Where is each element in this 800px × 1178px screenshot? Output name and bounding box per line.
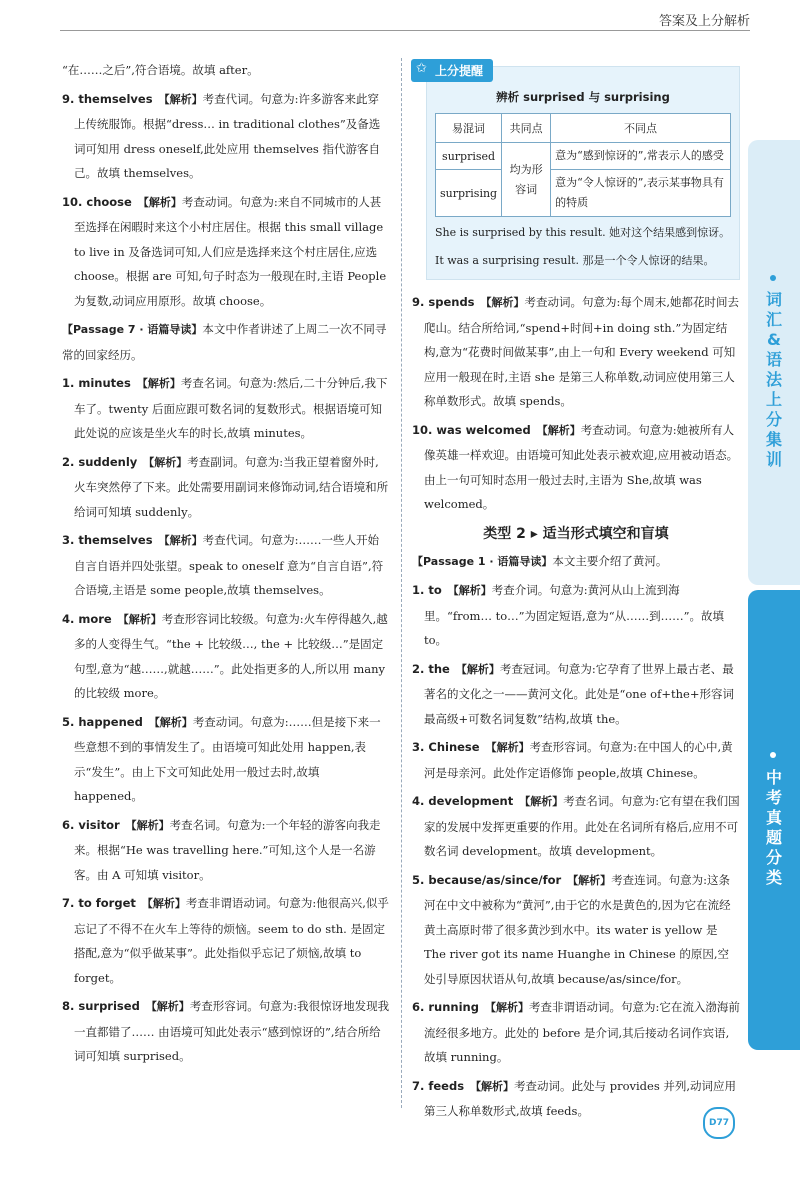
answer-number: 5. because/as/since/for [412, 872, 562, 887]
answer-entry [412, 789, 740, 864]
intro-line: “在……之后”,符合语境。故填 after。 [62, 63, 259, 77]
tip-badge-label: 上分提醒 [435, 64, 484, 78]
analysis-tag: 【解析】 [447, 584, 492, 597]
analysis-text: 考查形容词比较级。句意为:火车停得越久,越多的人变得生气。“the + 比较级…, the + 比较级…”是固定句型,意为“越……,就越……”。此处指更多的人,所以用 many 的比较级 more。 [74, 611, 388, 700]
answer-number: 10. was welcomed [412, 422, 531, 437]
page-number: D77 [703, 1107, 735, 1139]
answer-number: 7. feeds [412, 1078, 465, 1093]
analysis-text: 考查副词。句意为:当我正望着窗外时,火车突然停了下来。此处需要用副词来修饰动词,结合语境和所给词可知填 suddenly。 [74, 454, 389, 519]
answer-number: 8. surprised [62, 999, 140, 1013]
answer-entry [62, 87, 390, 186]
header-title: 答案及上分解析 [658, 14, 750, 29]
tip-table-row [436, 143, 731, 170]
word-cell: surprising [436, 170, 502, 217]
analysis-tag: 【解析】 [567, 873, 612, 887]
side-tab-exam-label: 中考真题分类 [765, 768, 782, 887]
analysis-text: 考查名词。句意为:它有望在我们国家的发展中发挥更重要的作用。此处在名词所有格后,应用不可数名词 development。故填 development。 [424, 794, 740, 858]
answer-number: 10. choose [62, 194, 132, 209]
word-cell: surprised [436, 143, 502, 170]
left-entries-b [62, 371, 390, 1069]
analysis-text: 考查动词。句意为:来自不同城市的人甚至选择在闲暇时来这个小村庄居住。根据 this small village to live in 及备选词可知,人们应是选择来这个村庄居住,应选 choose。根据 are 可知,句子时态为一般现在时,主语 People 为复数,动词应用原形。故填 choose。 [74, 194, 387, 308]
analysis-tag: 【解析】 [480, 296, 525, 309]
right-entries-a [412, 290, 740, 517]
analysis-text: 考查动词。句意为:……但是接下来一些意想不到的事情发生了。由语境可知此处用 happen,表示“发生”。由上下文可知此处用一般过去时,故填 happened。 [74, 714, 381, 803]
tip-table-row [436, 170, 731, 217]
tab-dot [770, 275, 776, 281]
answer-entry [62, 450, 390, 525]
analysis-tag: 【解析】 [136, 377, 181, 390]
star-icon: ✩ [416, 61, 427, 76]
passage-label: 【Passage 7 · 语篇导读】 [62, 323, 203, 336]
answer-entry [412, 657, 740, 732]
answer-number: 3. Chinese [412, 740, 480, 754]
passage-text: 本文主要介绍了黄河。 [552, 553, 668, 568]
header-rule [60, 30, 750, 31]
answer-entry [62, 528, 390, 603]
answer-number: 5. happened [62, 714, 143, 729]
answer-number: 1. minutes [62, 376, 131, 390]
header-cell: 共同点 [502, 114, 551, 143]
analysis-tag: 【解析】 [455, 662, 500, 676]
analysis-text: 考查形容词。句意为:我很惊讶地发现我一直都错了…… 由语境可知此处表示“感到惊讶的”,结合所给词可知填 surprised。 [74, 999, 390, 1063]
answer-entry [62, 710, 390, 809]
diff-cell: 意为“感到惊讶的”,常表示人的感受 [551, 143, 731, 170]
side-tab-vocab-label: 词汇&语法上分集训 [765, 290, 782, 469]
answer-entry [412, 1074, 740, 1124]
analysis-tag: 【解析】 [137, 195, 182, 209]
answer-entry [62, 813, 390, 888]
answer-entry [62, 371, 390, 446]
analysis-text: 考查动词。此处与 provides 并列,动词应用第三人称单数形式,故填 feeds。 [424, 1078, 737, 1118]
analysis-tag: 【解析】 [148, 715, 193, 729]
answer-entry [62, 891, 390, 990]
analysis-text: 考查动词。句意为:每个周末,她都花时间去爬山。结合所给词,“spend+时间+in doing sth.”为固定结构,意为“花费时间做某事”,由上一句和 Every weekend 可知应用一般现在时,主语 she 是第三人称单数,动词应使用第三人称单数形式。故填 spends。 [424, 295, 740, 408]
analysis-tag: 【解析】 [158, 534, 203, 547]
analysis-text: 考查动词。句意为:她被所有人像英雄一样欢迎。由语境可知此处表示被欢迎,应用被动语态。由上一句可知时态用一般过去时,主语为 She,故填 was welcomed。 [424, 422, 739, 511]
analysis-tag: 【解析】 [536, 423, 581, 437]
answer-number: 7. to forget [62, 896, 136, 910]
answer-entry [412, 578, 740, 653]
analysis-tag: 【解析】 [484, 1001, 529, 1014]
analysis-tag: 【解析】 [145, 1000, 190, 1013]
right-column [412, 58, 740, 1128]
answer-number: 9. themselves [62, 91, 153, 106]
tip-title: 辨析 surprised 与 surprising [496, 90, 670, 104]
passage-7-intro [62, 317, 390, 367]
answer-entry [62, 607, 390, 706]
answer-number: 9. spends [412, 295, 475, 309]
tip-table-header [436, 114, 731, 143]
analysis-tag: 【解析】 [519, 795, 564, 808]
analysis-text: 考查介词。句意为:黄河从山上流到海里。“from… to…”为固定短语,意为“从……到……”。故填 to。 [424, 583, 724, 647]
answer-entry [412, 418, 740, 517]
analysis-tag: 【解析】 [470, 1079, 515, 1093]
analysis-text: 考查非谓语动词。句意为:它在流入渤海前流经很多地方。此处的 before 是介词,其后接动名词作宾语,故填 running。 [424, 1000, 740, 1064]
passage-1-intro [412, 549, 740, 575]
answer-number: 4. more [62, 611, 112, 626]
left-column [62, 58, 390, 1073]
answer-entry [412, 735, 740, 785]
passage-label: 【Passage 1 · 语篇导读】 [412, 554, 553, 568]
answer-number: 2. suddenly [62, 454, 138, 469]
tip-box [416, 61, 740, 280]
header-cell: 不同点 [551, 114, 731, 143]
analysis-text: 考查连词。句意为:这条河在中文中被称为“黄河”,由于它的水是黄色的,因为它在流经黄土高原时带了很多黄沙到水中。its water is yellow 是 The river got its name Huanghe in Chinese 的原因,空处引导原因状语从句,故填 because/as/since/for。 [424, 872, 731, 986]
tip-example: It was a surprising result. 那是一个令人惊讶的结果。 [435, 254, 715, 267]
analysis-text: 考查名词。句意为:然后,二十分钟后,我下车了。twenty 后面应跟可数名词的复数形式。根据语境可知此处说的应该是坐火车的时长,故填 minutes。 [74, 376, 388, 440]
answer-number: 3. themselves [62, 533, 153, 547]
type-heading: 类型 2 ▸ 适当形式填空和盲填 [483, 525, 669, 542]
tip-example: She is surprised by this result. 她对这个结果感到惊讶。 [435, 226, 731, 239]
analysis-text: 考查非谓语动词。句意为:他很高兴,似乎忘记了不得不在火车上等待的烦恼。seem to do sth. 是固定搭配,意为“似乎做某事”。此处指似乎忘记了烦恼,故填 to forget。 [74, 896, 389, 985]
answer-entry [412, 868, 740, 992]
right-entries-b [412, 578, 740, 1124]
answer-entry [62, 994, 390, 1069]
analysis-tag: 【解析】 [158, 92, 203, 106]
passage-text: 本文中作者讲述了上周二一次不同寻常的回家经历。 [62, 322, 387, 362]
tip-badge [411, 59, 493, 82]
analysis-tag: 【解析】 [141, 897, 186, 910]
column-divider [401, 58, 402, 1108]
answer-entry [412, 995, 740, 1070]
analysis-text: 考查代词。句意为:……一些人开始自言自语并四处张望。speak to oneself 意为“自言自语”,符合语境,主语是 some people,故填 themselves。 [74, 533, 384, 597]
analysis-tag: 【解析】 [143, 455, 188, 469]
answer-number: 2. the [412, 661, 450, 676]
analysis-text: 考查名词。句意为:一个年轻的游客向我走来。根据“He was travelling here.”可知,这个人是一名游客。由 A 可知填 visitor。 [74, 817, 381, 882]
answer-entry [412, 290, 740, 414]
analysis-tag: 【解析】 [125, 818, 170, 832]
answer-number: 1. to [412, 583, 442, 597]
analysis-tag: 【解析】 [485, 741, 530, 754]
answer-number: 6. visitor [62, 817, 120, 832]
tab-dot [770, 752, 776, 758]
header-cell: 易混词 [436, 114, 502, 143]
analysis-text: 考查代词。句意为:许多游客来此穿上传统服饰。根据“dress… in traditional clothes”及备选词可知用 dress oneself,此处应用 themselves 指代游客自己。故填 themselves。 [74, 91, 381, 180]
analysis-tag: 【解析】 [117, 612, 162, 626]
answer-number: 6. running [412, 1000, 479, 1014]
analysis-text: 考查冠词。句意为:它孕育了世界上最古老、最著名的文化之一——黄河文化。此处是“one of+the+形容词最高级+可数名词复数”结构,故填 the。 [424, 661, 734, 726]
diff-cell: 意为“令人惊讶的”,表示某事物具有的特质 [551, 170, 731, 217]
common-cell: 均为形容词 [502, 143, 551, 217]
answer-number: 4. development [412, 794, 514, 808]
tip-table [435, 113, 731, 217]
analysis-text: 考查形容词。句意为:在中国人的心中,黄河是母亲河。此处作定语修饰 people,故填 Chinese。 [424, 740, 733, 780]
answer-entry [62, 190, 390, 314]
left-entries-a [62, 87, 390, 314]
